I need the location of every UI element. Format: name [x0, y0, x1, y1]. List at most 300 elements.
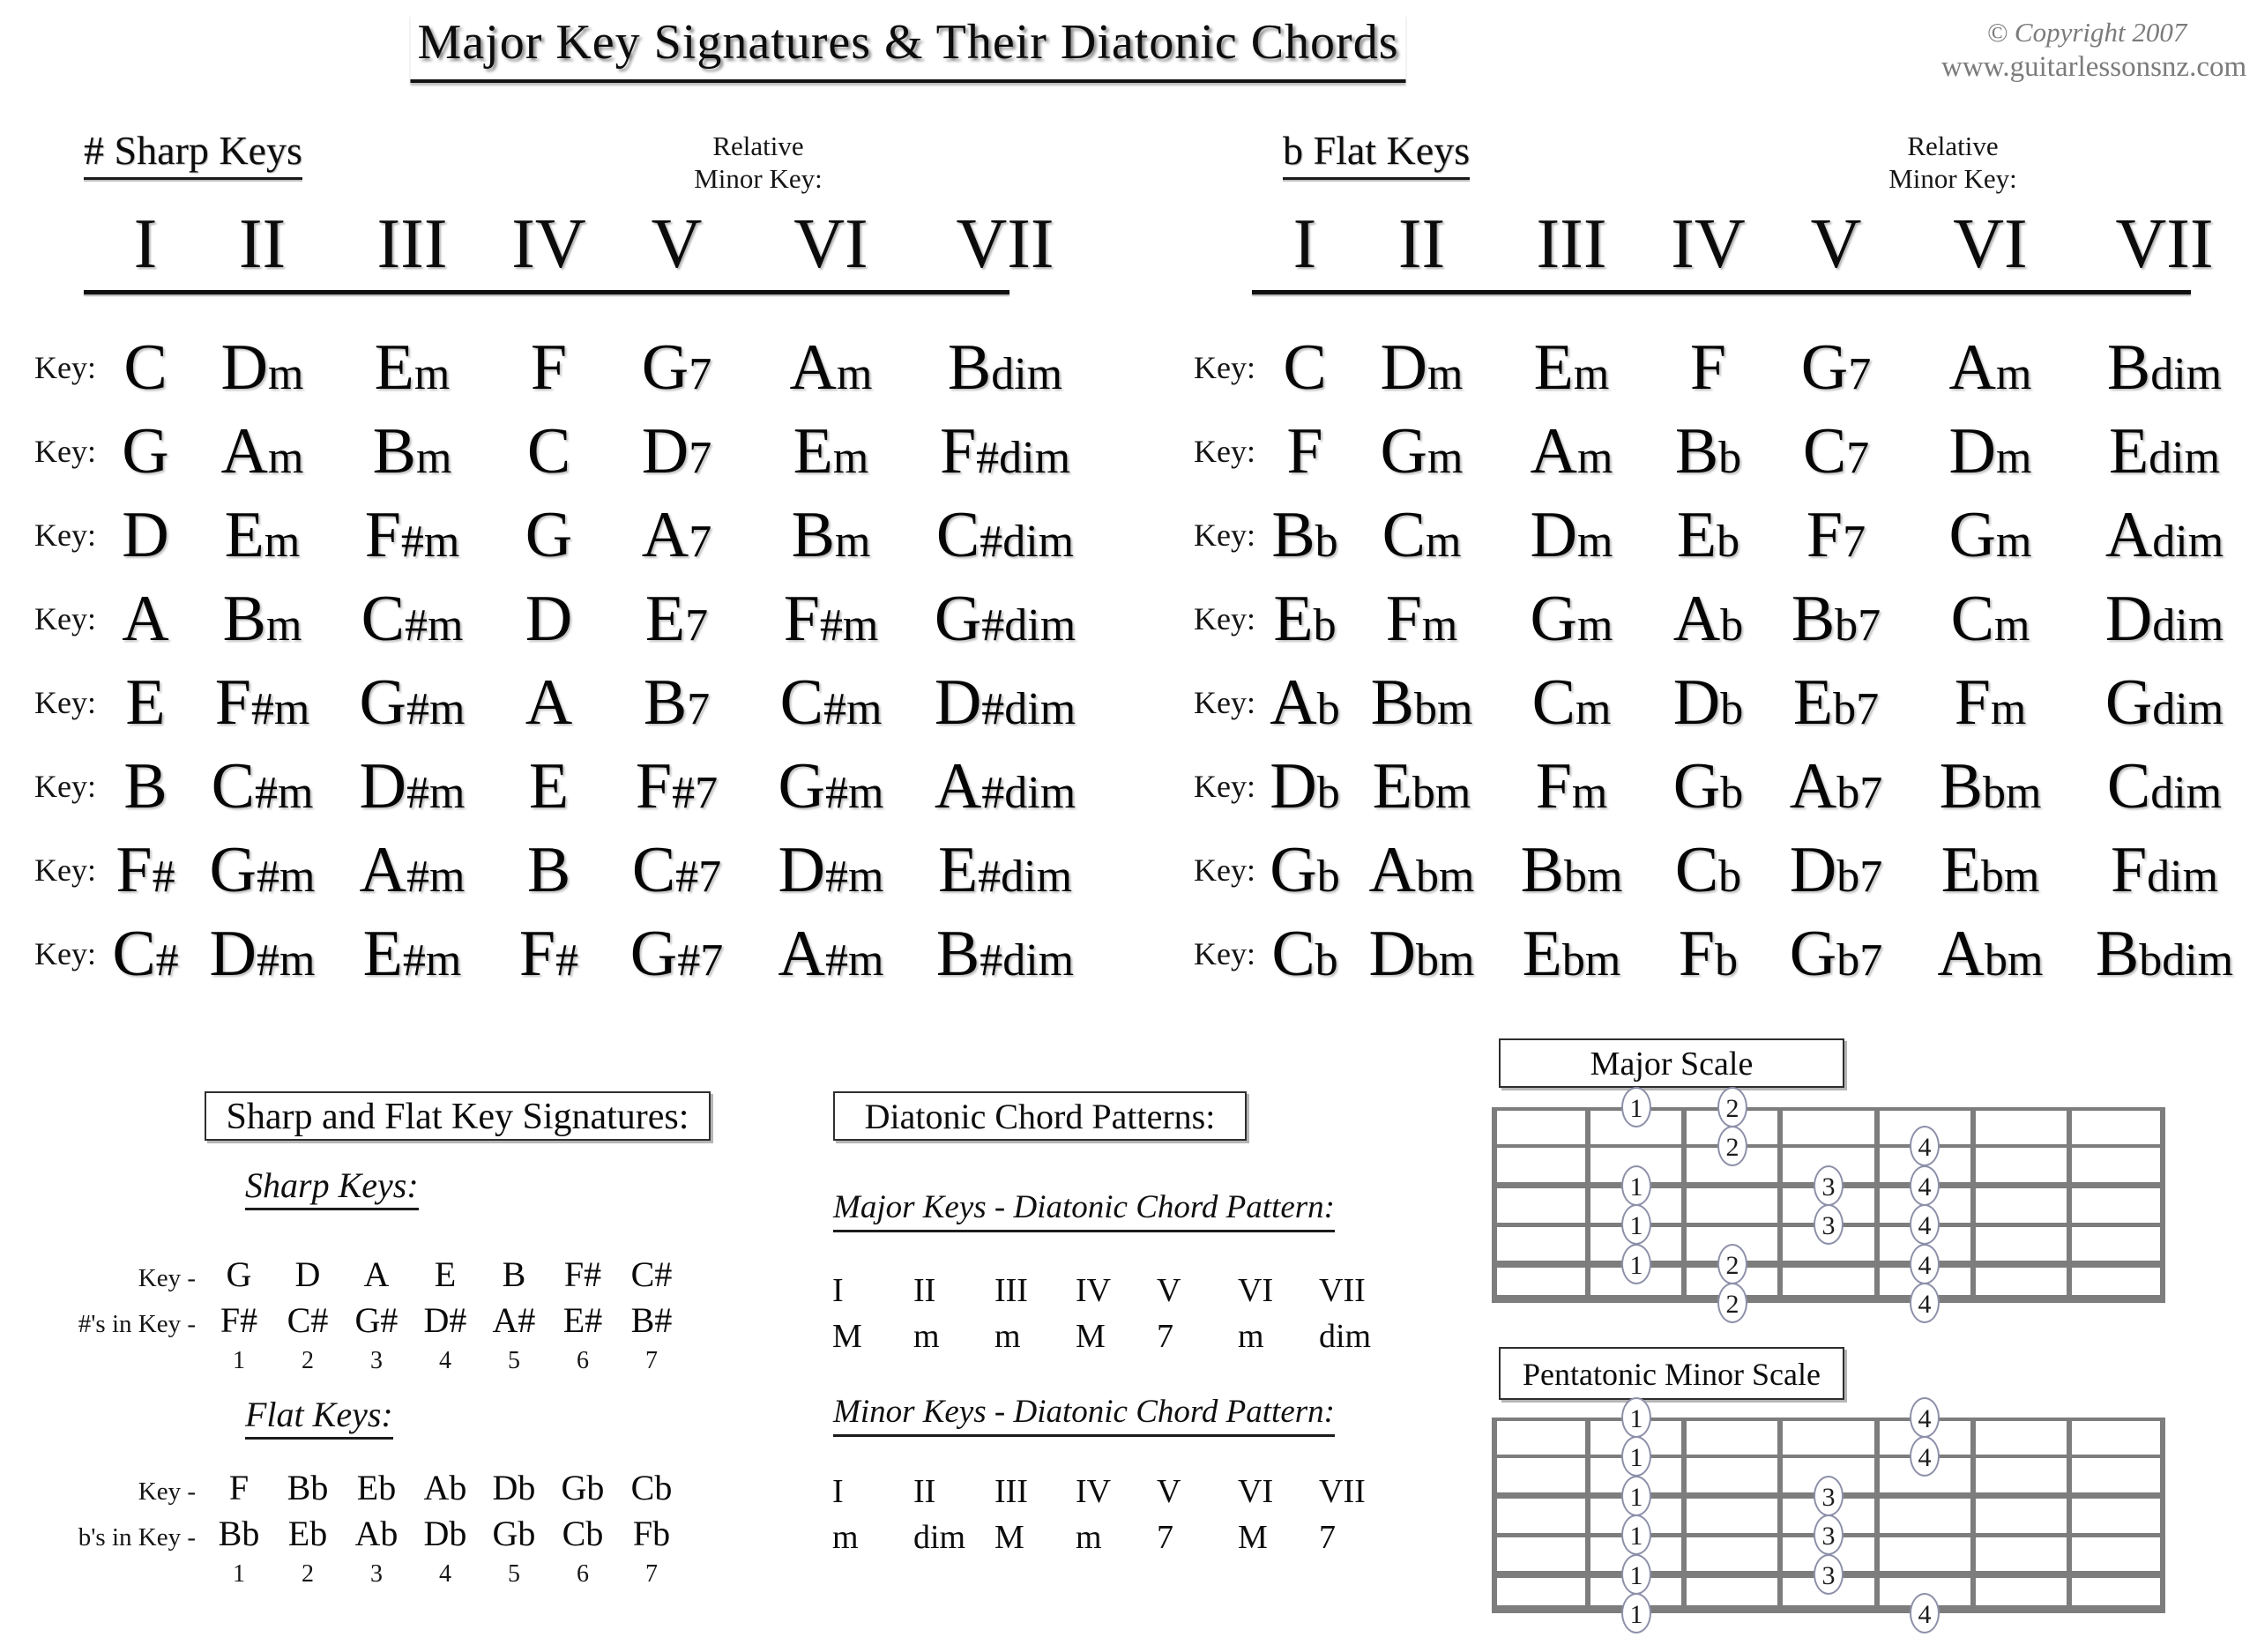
key-row	[18, 494, 1093, 577]
chord-suffix: b	[1715, 935, 1739, 986]
finger-marker: 1	[1621, 1554, 1651, 1595]
chord-root: A	[1368, 834, 1416, 906]
chord-suffix: #m	[819, 600, 879, 651]
chord-cell	[1494, 912, 1649, 1013]
chord-root: A	[641, 499, 689, 571]
chord-root: F	[1385, 583, 1422, 655]
key-row-label: Key:	[1194, 350, 1255, 385]
chord-root: D	[1789, 834, 1837, 906]
chord-root: F	[1806, 499, 1844, 571]
chord-suffix: #	[155, 935, 179, 986]
sig-key-cell: Gb	[561, 1468, 605, 1507]
chord-root: A	[1672, 583, 1721, 655]
chord-suffix: b7	[1836, 935, 1883, 986]
chord-suffix: m	[1577, 433, 1613, 483]
numerals-row	[1177, 203, 2253, 286]
pattern-quality-cell: m	[832, 1519, 859, 1556]
sig-key-cell: Ab	[423, 1468, 467, 1507]
chord-suffix: b	[1718, 433, 1742, 483]
chord-root: F	[1678, 918, 1716, 990]
sig-accidental-cell: Gb	[492, 1514, 536, 1553]
sig-row	[11, 1511, 686, 1557]
chord-root: B	[123, 750, 168, 822]
string-line	[1492, 1418, 2165, 1421]
chord-suffix: b	[1720, 684, 1744, 734]
sig-key-cell: Eb	[356, 1468, 397, 1507]
finger-marker: 3	[1814, 1476, 1844, 1516]
chord-suffix: b7	[1836, 852, 1883, 902]
chord-suffix: bdim	[2139, 935, 2234, 986]
sharp-keys-heading: # Sharp Keys	[84, 128, 302, 180]
chord-root: D	[1368, 918, 1416, 990]
chord-root: G	[2104, 666, 2153, 739]
chord-root: D	[1948, 415, 1996, 487]
key-row-label: Key:	[34, 350, 96, 385]
key-row	[18, 661, 1093, 745]
chord-suffix: bm	[1412, 768, 1471, 818]
chord-root: C	[361, 583, 405, 655]
key-row-label: Key:	[1194, 852, 1255, 888]
chord-suffix: #dim	[981, 684, 1076, 734]
chord-suffix: #m	[825, 768, 884, 818]
chord-root: G	[1800, 331, 1849, 404]
fret-line	[1777, 1418, 1783, 1613]
chord-cell	[1261, 912, 1349, 1013]
numeral-cell: I	[133, 205, 158, 283]
key-row	[1177, 326, 2253, 410]
finger-marker: 2	[1717, 1126, 1747, 1166]
sig-accidental-cell: Cb	[562, 1514, 604, 1553]
key-row	[1177, 494, 2253, 577]
chord-root: C	[123, 331, 168, 404]
chord-root: A	[1937, 918, 1985, 990]
chord-suffix: m	[1577, 517, 1613, 567]
chord-root: C	[526, 415, 571, 487]
chord-root: E	[362, 918, 403, 990]
chord-suffix: bm	[1563, 852, 1623, 902]
key-row-label: Key:	[1194, 769, 1255, 804]
chord-root: B	[1939, 750, 1983, 822]
pattern-row	[829, 1313, 1397, 1359]
chord-suffix: dim	[2150, 349, 2223, 399]
pattern-row	[829, 1469, 1397, 1514]
chord-root: A	[778, 918, 825, 990]
chord-root: A	[789, 331, 837, 404]
sig-count-cell: 6	[577, 1560, 589, 1588]
numeral-cell: VII	[956, 205, 1054, 283]
chord-suffix: m	[265, 600, 302, 651]
fret-line	[1681, 1107, 1687, 1303]
relative-minor-line2: Minor Key:	[694, 163, 823, 194]
chord-root: E	[1676, 499, 1717, 571]
pattern-quality-cell: m	[1238, 1318, 1264, 1355]
chord-root: F	[783, 583, 820, 655]
chord-suffix: b	[1718, 852, 1742, 902]
chord-root: G	[122, 415, 169, 487]
chord-root: C	[112, 918, 156, 990]
sig-row	[11, 1298, 686, 1343]
chord-root: G	[359, 666, 406, 739]
key-row	[18, 912, 1093, 996]
numerals-underline	[84, 290, 1009, 294]
chord-cell	[1768, 912, 1904, 1013]
chord-root: B	[372, 415, 416, 487]
finger-marker: 3	[1814, 1165, 1844, 1206]
chord-root: B	[526, 834, 571, 906]
fret-line	[2067, 1418, 2072, 1613]
finger-marker: 1	[1621, 1087, 1651, 1127]
chord-suffix: #m	[406, 768, 466, 818]
chord-cell	[190, 912, 335, 1013]
chord-root: G	[934, 583, 982, 655]
flat-signatures-heading: Flat Keys:	[245, 1395, 393, 1440]
numeral-cell: IV	[511, 205, 586, 283]
chord-cell	[917, 912, 1093, 1013]
chord-root: E	[644, 583, 686, 655]
key-row-label: Key:	[1194, 601, 1255, 636]
chord-suffix: 7	[687, 684, 711, 734]
chord-suffix: 7	[1843, 517, 1866, 567]
chord-suffix: #dim	[981, 768, 1076, 818]
chord-root: G	[1530, 583, 1577, 655]
finger-marker: 4	[1910, 1244, 1940, 1284]
chord-suffix: 7	[689, 433, 712, 483]
chord-root: G	[209, 834, 257, 906]
chord-root: D	[209, 918, 257, 990]
chord-root: E	[1533, 331, 1574, 404]
chord-suffix: bm	[1982, 768, 2042, 818]
fret-line	[1585, 1107, 1590, 1303]
key-row-label: Key:	[34, 936, 96, 971]
relative-minor-label	[626, 130, 890, 195]
fret-line	[1874, 1107, 1880, 1303]
finger-marker: 1	[1621, 1514, 1651, 1555]
chord-suffix: m	[832, 433, 869, 483]
chord-suffix: #m	[404, 600, 464, 651]
key-row-label: Key:	[34, 852, 96, 888]
chord-root: G	[525, 499, 573, 571]
chord-suffix: #7	[677, 935, 724, 986]
sig-key-cell: C#	[630, 1254, 673, 1294]
fret-line	[1492, 1418, 1497, 1613]
chord-root: E	[1792, 666, 1834, 739]
key-row-label: Key:	[1194, 517, 1255, 553]
fret-line	[2160, 1418, 2165, 1613]
numeral-cell: IV	[1671, 205, 1746, 283]
chord-root: F	[1286, 415, 1323, 487]
finger-marker: 2	[1717, 1244, 1747, 1284]
numerals-underline	[1252, 290, 2191, 294]
copyright-line: © Copyright 2007	[1986, 17, 2187, 48]
chord-root: D	[641, 415, 689, 487]
numeral-cell: III	[376, 205, 448, 283]
chord-root: C	[1382, 499, 1426, 571]
chord-root: G	[1270, 834, 1317, 906]
chord-root: D	[359, 750, 406, 822]
sig-row-label: #'s in Key -	[78, 1310, 196, 1338]
pattern-numeral-cell: I	[832, 1272, 844, 1309]
chord-suffix: 7	[689, 517, 712, 567]
pattern-numeral-cell: VII	[1319, 1272, 1366, 1309]
chord-root: F	[364, 499, 401, 571]
chord-suffix: #m	[406, 852, 466, 902]
chord-root: A	[359, 834, 406, 906]
chord-root: D	[1270, 750, 1317, 822]
chord-root: A	[1789, 750, 1837, 822]
key-row	[1177, 745, 2253, 829]
finger-marker: 1	[1621, 1593, 1651, 1633]
sig-accidental-cell: Ab	[354, 1514, 399, 1553]
sig-accidental-cell: F#	[220, 1300, 258, 1340]
chord-root: D	[220, 331, 268, 404]
pattern-numeral-cell: VII	[1319, 1473, 1366, 1510]
chord-suffix: dim	[2152, 684, 2224, 734]
sharp-keys-table	[18, 128, 1111, 990]
pattern-numeral-cell: IV	[1076, 1473, 1112, 1510]
chord-root: F	[635, 750, 673, 822]
chord-root: A	[220, 415, 268, 487]
chord-suffix: #m	[254, 768, 314, 818]
string-line	[1492, 1107, 2165, 1111]
chord-cell	[1904, 912, 2076, 1013]
numeral-cell: VI	[793, 205, 868, 283]
pattern-numeral-cell: IV	[1076, 1272, 1112, 1309]
finger-marker: 2	[1717, 1087, 1747, 1127]
pattern-numeral-cell: III	[994, 1272, 1028, 1309]
chord-suffix: bm	[1416, 852, 1475, 902]
chord-suffix: #	[152, 852, 175, 902]
pattern-quality-cell: dim	[1319, 1318, 1372, 1355]
chord-cell	[745, 912, 917, 1013]
numeral-cell: I	[1292, 205, 1317, 283]
finger-marker: 1	[1621, 1244, 1651, 1284]
chord-suffix: #dim	[980, 517, 1075, 567]
chord-cell	[2076, 912, 2253, 1013]
chord-suffix: #m	[825, 852, 884, 902]
chord-suffix: b	[1315, 517, 1338, 567]
chord-suffix: bm	[1416, 935, 1475, 986]
numeral-cell: VII	[2115, 205, 2214, 283]
chord-cell	[335, 912, 489, 1013]
numeral-cell: II	[238, 205, 287, 283]
sig-count-cell: 7	[645, 1347, 658, 1374]
finger-marker: 1	[1621, 1204, 1651, 1245]
finger-marker: 3	[1814, 1514, 1844, 1555]
string-line	[1492, 1295, 2165, 1303]
finger-marker: 4	[1910, 1204, 1940, 1245]
flat-keys-table	[1177, 128, 2257, 990]
fret-line	[1874, 1418, 1880, 1613]
numerals-spacer	[18, 203, 101, 286]
major-scale-fretboard	[1492, 1094, 2165, 1319]
chord-root: E	[224, 499, 264, 571]
chord-suffix: dim	[2150, 768, 2223, 818]
chord-root: C	[1950, 583, 1994, 655]
chord-suffix: b7	[1835, 600, 1881, 651]
pattern-quality-cell: M	[1238, 1519, 1268, 1556]
sig-count-cell: 5	[508, 1560, 520, 1588]
chord-root: G	[1380, 415, 1427, 487]
patterns-box-title: Diatonic Chord Patterns:	[833, 1091, 1247, 1141]
chord-root: D	[2104, 583, 2153, 655]
numeral-cell: III	[1536, 205, 1607, 283]
minor-pattern-grid	[829, 1469, 1397, 1560]
chord-root: G	[629, 918, 678, 990]
chord-suffix: b	[1313, 600, 1337, 651]
sig-accidental-cell: D#	[423, 1300, 467, 1340]
finger-marker: 3	[1814, 1554, 1844, 1595]
key-row	[1177, 912, 2253, 996]
chord-root: F	[115, 834, 153, 906]
key-row	[18, 577, 1093, 661]
sig-count-cell: 7	[645, 1560, 658, 1588]
key-row	[1177, 829, 2253, 912]
chord-root: C	[211, 750, 255, 822]
sig-count-cell: 3	[370, 1347, 383, 1374]
fret-line	[2160, 1107, 2165, 1303]
sig-count-cell: 1	[233, 1347, 245, 1374]
chord-suffix: m	[1996, 517, 2032, 567]
chord-suffix: dim	[2149, 433, 2221, 483]
chord-cell	[608, 912, 745, 1013]
chord-suffix: b	[1720, 600, 1744, 651]
numeral-cell: V	[651, 205, 703, 283]
chord-root: C	[2106, 750, 2151, 822]
chord-suffix: bm	[1980, 852, 2040, 902]
numeral-cell: V	[1810, 205, 1862, 283]
fret-line	[1681, 1418, 1687, 1613]
chord-suffix: #	[555, 935, 579, 986]
chord-root: E	[2108, 415, 2149, 487]
chord-root: D	[1530, 499, 1577, 571]
chord-root: B	[2095, 918, 2140, 990]
finger-marker: 4	[1910, 1397, 1940, 1438]
chord-root: G	[778, 750, 825, 822]
chord-suffix: 7	[1846, 433, 1870, 483]
sig-count-cell: 1	[233, 1560, 245, 1588]
chord-suffix: m	[1425, 517, 1462, 567]
chord-suffix: #m	[402, 935, 462, 986]
major-pattern-grid	[829, 1268, 1397, 1359]
chord-suffix: 7	[689, 349, 712, 399]
chord-suffix: dim	[2152, 517, 2224, 567]
chord-suffix: #dim	[981, 600, 1076, 651]
finger-marker: 4	[1910, 1436, 1940, 1477]
chord-suffix: #m	[823, 684, 883, 734]
website-url: www.guitarlessonsnz.com	[1941, 51, 2247, 83]
pattern-numeral-cell: VI	[1238, 1473, 1274, 1510]
sig-row	[11, 1252, 686, 1298]
pattern-quality-cell: 7	[1157, 1318, 1173, 1355]
numerals-row	[18, 203, 1093, 286]
chord-suffix: #7	[675, 852, 722, 902]
minor-pattern-heading: Minor Keys - Diatonic Chord Pattern:	[833, 1393, 1335, 1437]
chord-suffix: #dim	[980, 935, 1075, 986]
sig-accidental-cell: Db	[423, 1514, 467, 1553]
chord-suffix: m	[1577, 600, 1613, 651]
chord-root: C	[935, 499, 980, 571]
sig-count-cell: 2	[302, 1560, 314, 1588]
sharp-keys-header	[84, 128, 302, 207]
pattern-quality-cell: M	[832, 1318, 862, 1355]
chord-root: F	[1954, 666, 1991, 739]
sig-key-cell: Bb	[287, 1468, 329, 1507]
pattern-quality-cell: M	[994, 1519, 1024, 1556]
chord-suffix: m	[1990, 684, 2027, 734]
chord-suffix: m	[834, 517, 871, 567]
fret-line	[1970, 1107, 1976, 1303]
chord-suffix: m	[1575, 684, 1612, 734]
chord-suffix: dim	[2152, 600, 2224, 651]
pattern-quality-cell: M	[1076, 1318, 1106, 1355]
major-pattern-heading: Major Keys - Diatonic Chord Pattern:	[833, 1188, 1335, 1232]
chord-root: F	[1535, 750, 1572, 822]
pattern-quality-cell: m	[1076, 1519, 1102, 1556]
sharp-signatures-heading: Sharp Keys:	[245, 1165, 419, 1210]
sig-accidental-cell: C#	[287, 1300, 329, 1340]
sig-key-cell: A	[363, 1254, 390, 1294]
chord-root: C	[779, 666, 823, 739]
chord-suffix: #dim	[978, 852, 1073, 902]
finger-marker: 4	[1910, 1593, 1940, 1633]
chord-suffix: #m	[250, 684, 310, 734]
sig-count-cell: 4	[439, 1560, 451, 1588]
key-row-label: Key:	[34, 769, 96, 804]
sig-count-cell: 6	[577, 1347, 589, 1374]
chord-root: B	[935, 918, 980, 990]
chord-suffix: 7	[1848, 349, 1872, 399]
chord-suffix: dim	[2147, 852, 2219, 902]
chord-root: A	[1530, 415, 1577, 487]
pattern-numeral-cell: III	[994, 1473, 1028, 1510]
sig-key-cell: D	[294, 1254, 321, 1294]
fret-line	[1970, 1418, 1976, 1613]
sig-key-cell: F	[228, 1468, 250, 1507]
relative-minor-line1: Relative	[1907, 130, 1999, 161]
signatures-box-title: Sharp and Flat Key Signatures:	[205, 1091, 711, 1141]
chord-root: C	[1283, 331, 1327, 404]
chord-root: A	[1948, 331, 1996, 404]
key-row	[1177, 661, 2253, 745]
string-line	[1492, 1605, 2165, 1613]
chord-suffix: b	[1717, 517, 1740, 567]
pattern-quality-cell: dim	[913, 1519, 966, 1556]
chord-suffix: #m	[406, 684, 466, 734]
chord-root: G	[1672, 750, 1721, 822]
chord-root: B	[2106, 331, 2151, 404]
chord-suffix: b	[1316, 768, 1340, 818]
chord-suffix: bm	[1413, 684, 1473, 734]
chord-root: F	[939, 415, 977, 487]
chord-suffix: b7	[1836, 768, 1883, 818]
chord-root: D	[122, 499, 169, 571]
numeral-cell: VI	[1953, 205, 2028, 283]
chord-root: B	[791, 499, 835, 571]
chord-root: D	[1672, 666, 1721, 739]
chord-suffix: m	[1427, 349, 1464, 399]
relative-minor-line1: Relative	[712, 130, 804, 161]
chord-root: A	[1270, 666, 1317, 739]
chord-root: D	[525, 583, 573, 655]
string-line	[1492, 1455, 2165, 1458]
chord-root: E	[1273, 583, 1314, 655]
chord-suffix: #7	[672, 768, 719, 818]
key-row	[1177, 410, 2253, 494]
chord-suffix: m	[268, 349, 304, 399]
chord-suffix: m	[1996, 349, 2032, 399]
pattern-row	[829, 1268, 1397, 1313]
sig-row-label: Key -	[138, 1477, 196, 1506]
